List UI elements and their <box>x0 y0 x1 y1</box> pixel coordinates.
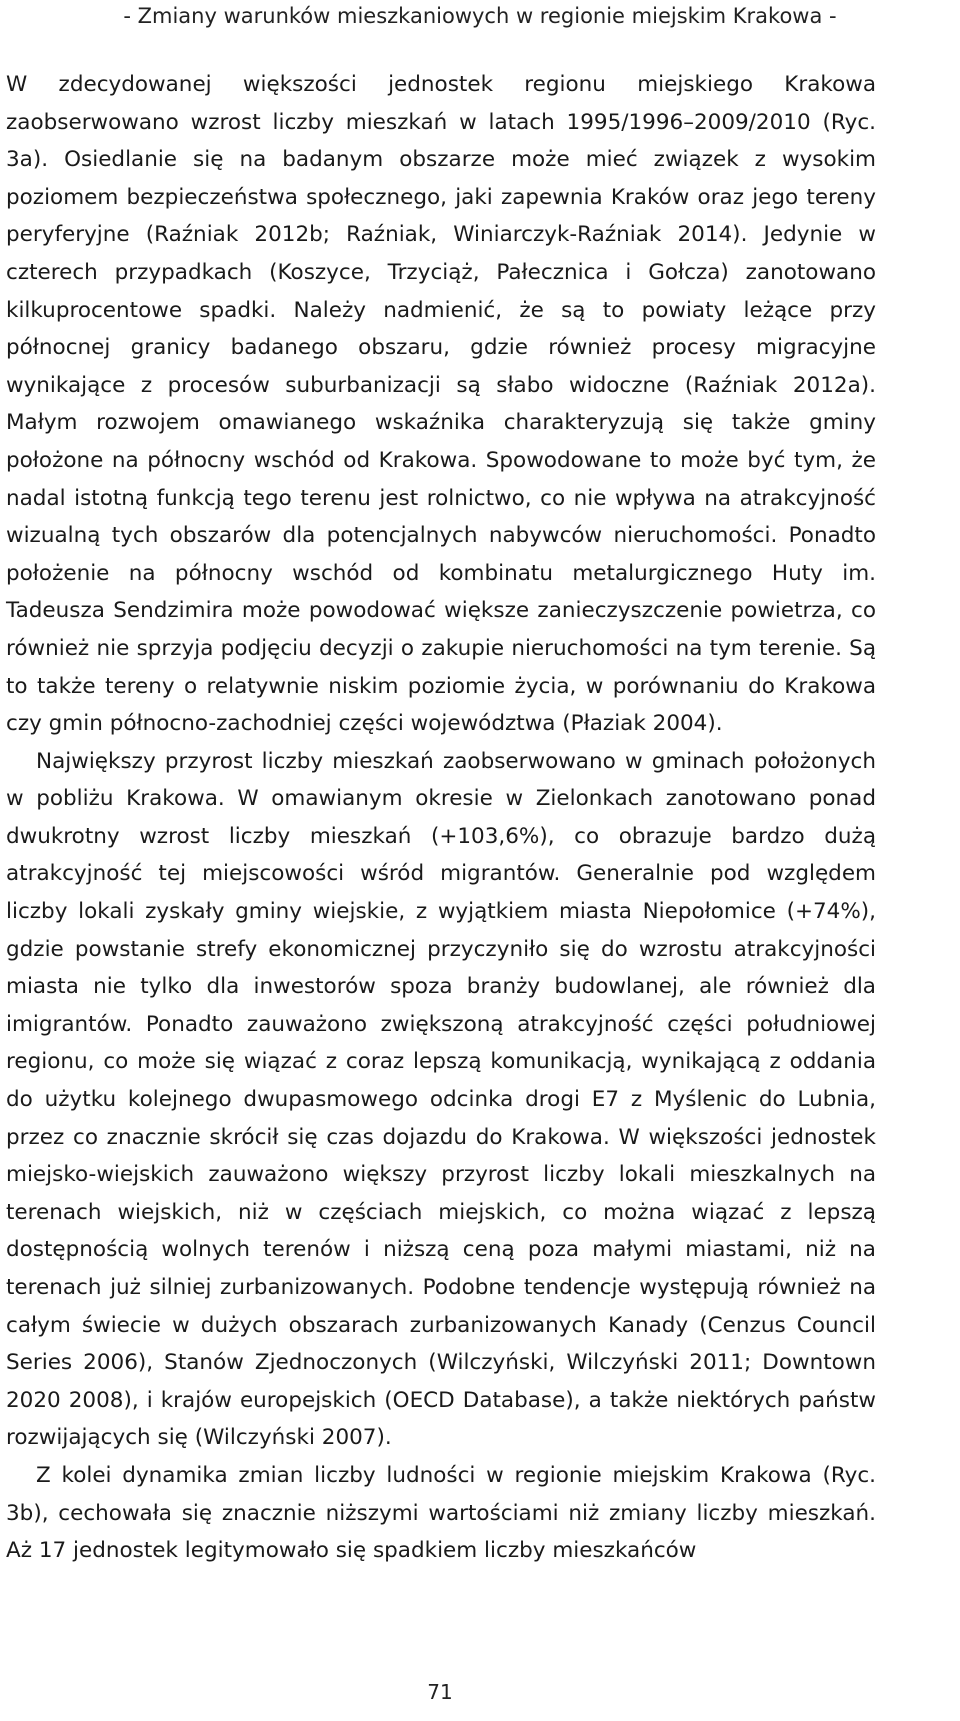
paragraph-1: W zdecydowanej większości jednostek regionu miejskiego Krakowa zaobserwowano wzrost liczby mieszkań w latach 1995/1996–2009/2010 (Ryc. 3a). Osiedlanie się na badanym obszarze może mieć związek z wysokim poziomem bezpieczeństwa społecznego, jaki zapewnia Kraków oraz jego tereny peryferyjne (Raźniak 2012b; Raźniak, Winiarczyk-Raźniak 2014). Jedynie w czterech przypadkach (Koszyce, Trzyciąż, Pałecznica i Gołcza) zanotowano kilkuprocentowe spadki. Należy nadmienić, że są to powiaty leżące przy północnej granicy badanego obszaru, gdzie również procesy migracyjne wynikające z procesów suburbanizacji są słabo widoczne (Raźniak 2012a). Małym rozwojem omawianego wskaźnika charakteryzują się także gminy położone na północny wschód od Krakowa. Spowodowane to może być tym, że nadal istotną funkcją tego terenu jest rolnictwo, co nie wpływa na atrakcyjność wizualną tych obszarów dla potencjalnych nabywców nieruchomości. Ponadto położenie na północny wschód od kombinatu metalurgicznego Huty im. Tadeusza Sendzimira może powodować większe zanieczyszczenie powietrza, co również nie sprzyja podjęciu decyzji o zakupie nieruchomości na tym terenie. Są to także tereny o relatywnie niskim poziomie życia, w porównaniu do Krakowa czy gmin północno-zachodniej części województwa (Płaziak 2004). <box>6 72 876 737</box>
running-header: - Zmiany warunków mieszkaniowych w regionie miejskim Krakowa - <box>123 4 837 28</box>
paragraph-3: Z kolei dynamika zmian liczby ludności w regionie miejskim Krakowa (Ryc. 3b), cechowała się znacznie niższymi wartościami niż zmiany liczby mieszkań. Aż 17 jednostek legitymowało się spadkiem liczby mieszkańców <box>6 1462 876 1564</box>
paragraph-2: Największy przyrost liczby mieszkań zaobserwowano w gminach położonych w pobliżu Krakowa. W omawianym okresie w Zielonkach zanotowano ponad dwukrotny wzrost liczby mieszkań (+103,6%), co obrazuje bardzo dużą atrakcyjność tej miejscowości wśród migrantów. Generalnie pod względem liczby lokali zyskały gminy wiejskie, z wyjątkiem miasta Niepołomice (+74%), gdzie powstanie strefy ekonomicznej przyczyniło się do wzrostu atrakcyjności miasta nie tylko dla inwestorów spoza branży budowlanej, ale również dla imigrantów. Ponadto zauważono zwiększoną atrakcyjność części południowej regionu, co może się wiązać z coraz lepszą komunikacją, wynikającą z oddania do użytku kolejnego dwupasmowego odcinka drogi E7 z Myślenic do Lubnia, przez co znacznie skrócił się czas dojazdu do Krakowa. W większości jednostek miejsko-wiejskich zauważono większy przyrost liczby lokali mieszkalnych na terenach wiejskich, niż w częściach miejskich, co można wiązać z lepszą dostępnością wolnych terenów i niższą ceną poza małymi miastami, niż na terenach już silniej zurbanizowanych. Podobne tendencje występują również na całym świecie w dużych obszarach zurbanizowanych Kanady (Cenzus Council Series 2006), Stanów Zjednoczonych (Wilczyński, Wilczyński 2011; Downtown 2020 2008), i krajów europejskich (OECD Database), a także niektórych państw rozwijających się (Wilczyński 2007). <box>6 748 876 1451</box>
page-number: 71 <box>427 1680 453 1704</box>
body-text <box>6 66 876 1570</box>
